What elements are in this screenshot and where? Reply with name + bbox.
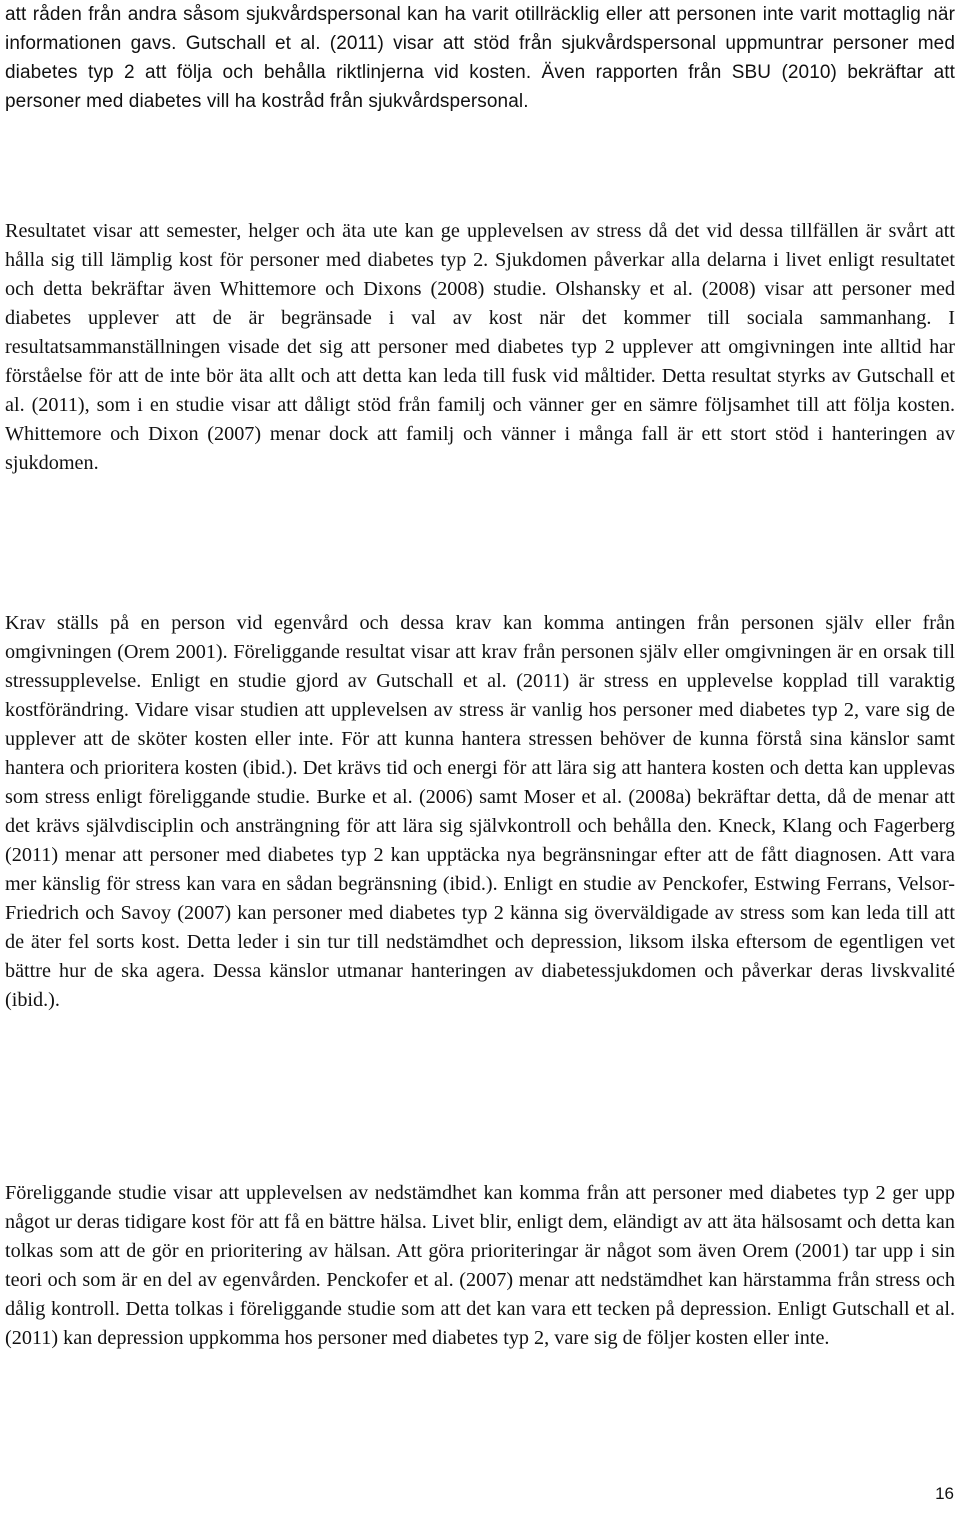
paragraph-1: att råden från andra såsom sjukvårdspersonal kan ha varit otillräcklig eller att personen inte varit mottaglig när informationen gavs. Gutschall et al. (2011) visar att stöd från sjukvårdspersonal uppmuntrar personer med diabetes typ 2 att följa och behålla riktlinjerna vid kosten. Även rapporten från SBU (2010) bekräftar att personer med diabetes vill ha kostråd från sjukvårdspersonal. xyxy=(5,4,955,112)
paragraph-3: Krav ställs på en person vid egenvård och dessa krav kan komma antingen från personen själv eller från omgivningen (Orem 2001). Föreliggande resultat visar att krav från personen själv eller omgivningen är en orsak till stressupplevelse. Enligt en studie gjord av Gutschall et al. (2011) är stress en upplevelse kopplad till varaktig kostförändring. Vidare visar studien att upplevelsen av stress är vanlig hos personer med diabetes typ 2, vare sig de upplever att de sköter kosten eller inte. För att kunna hantera stressen behöver de kunna förstå sina känslor samt hantera och prioritera kosten (ibid.). Det krävs tid och energi för att lära sig att hantera kosten och detta kan upplevas som stress enligt föreliggande studie. Burke et al. (2006) samt Moser et al. (2008a) bekräftar detta, då de menar att det krävs självdisciplin och ansträngning för att lära sig självkontroll och behålla den. Kneck, Klang och Fagerberg (2011) menar att personer med diabetes typ 2 kan upptäcka nya begränsningar efter att de fått diagnosen. Att vara mer känslig för stress kan vara en sådan begränsning (ibid.). Enligt en studie av Penckofer, Estwing Ferrans, Velsor-Friedrich och Savoy (2007) kan personer med diabetes typ 2 känna sig överväldigade av stress som kan leda till att de äter fel sorts kost. Detta leder i sin tur till nedstämdhet och depression, liksom ilska eftersom de egentligen vet bättre hur de ska agera. Dessa känslor utmanar hanteringen av diabetessjukdomen och påverkar deras livskvalité (ibid.). xyxy=(5,612,955,1011)
paragraph-4: Föreliggande studie visar att upplevelsen av nedstämdhet kan komma från att personer med diabetes typ 2 ger upp något ur deras tidigare kost för att få en bättre hälsa. Livet blir, enligt dem, eländigt av att äta hälsosamt och detta kan tolkas som att de gör en prioritering av hälsan. Att göra prioriteringar är något som även Orem (2001) tar upp i sin teori och som är en del av egenvården. Penckofer et al. (2007) menar att nedstämdhet kan härstamma från stress och dålig kontroll. Detta tolkas i föreliggande studie som att det kan vara ett tecken på depression. Enligt Gutschall et al. (2011) kan depression uppkomma hos personer med diabetes typ 2, vare sig de följer kosten eller inte. xyxy=(5,1182,955,1349)
page-number: 16 xyxy=(935,1484,954,1503)
paragraph-2: Resultatet visar att semester, helger och äta ute kan ge upplevelsen av stress då det vid dessa tillfällen är svårt att hålla sig till lämplig kost för personer med diabetes typ 2. Sjukdomen påverkar alla delarna i livet enligt resultatet och detta bekräftar även Whittemore och Dixons (2008) studie. Olshansky et al. (2008) visar att personer med diabetes upplever att de är begränsade i val av kost när det kommer till sociala sammanhang. I resultatsammanställningen visade det sig att personer med diabetes typ 2 upplever att omgivningen inte alltid har förståelse för att de inte bör äta allt och att detta kan leda till fusk vid måltider. Detta resultat styrks av Gutschall et al. (2011), som i en studie visar att dåligt stöd från familj och vänner ger en sämre följsamhet till att följa kosten. Whittemore och Dixon (2007) menar dock att familj och vänner i många fall är ett stort stöd i hanteringen av sjukdomen. xyxy=(5,220,955,474)
